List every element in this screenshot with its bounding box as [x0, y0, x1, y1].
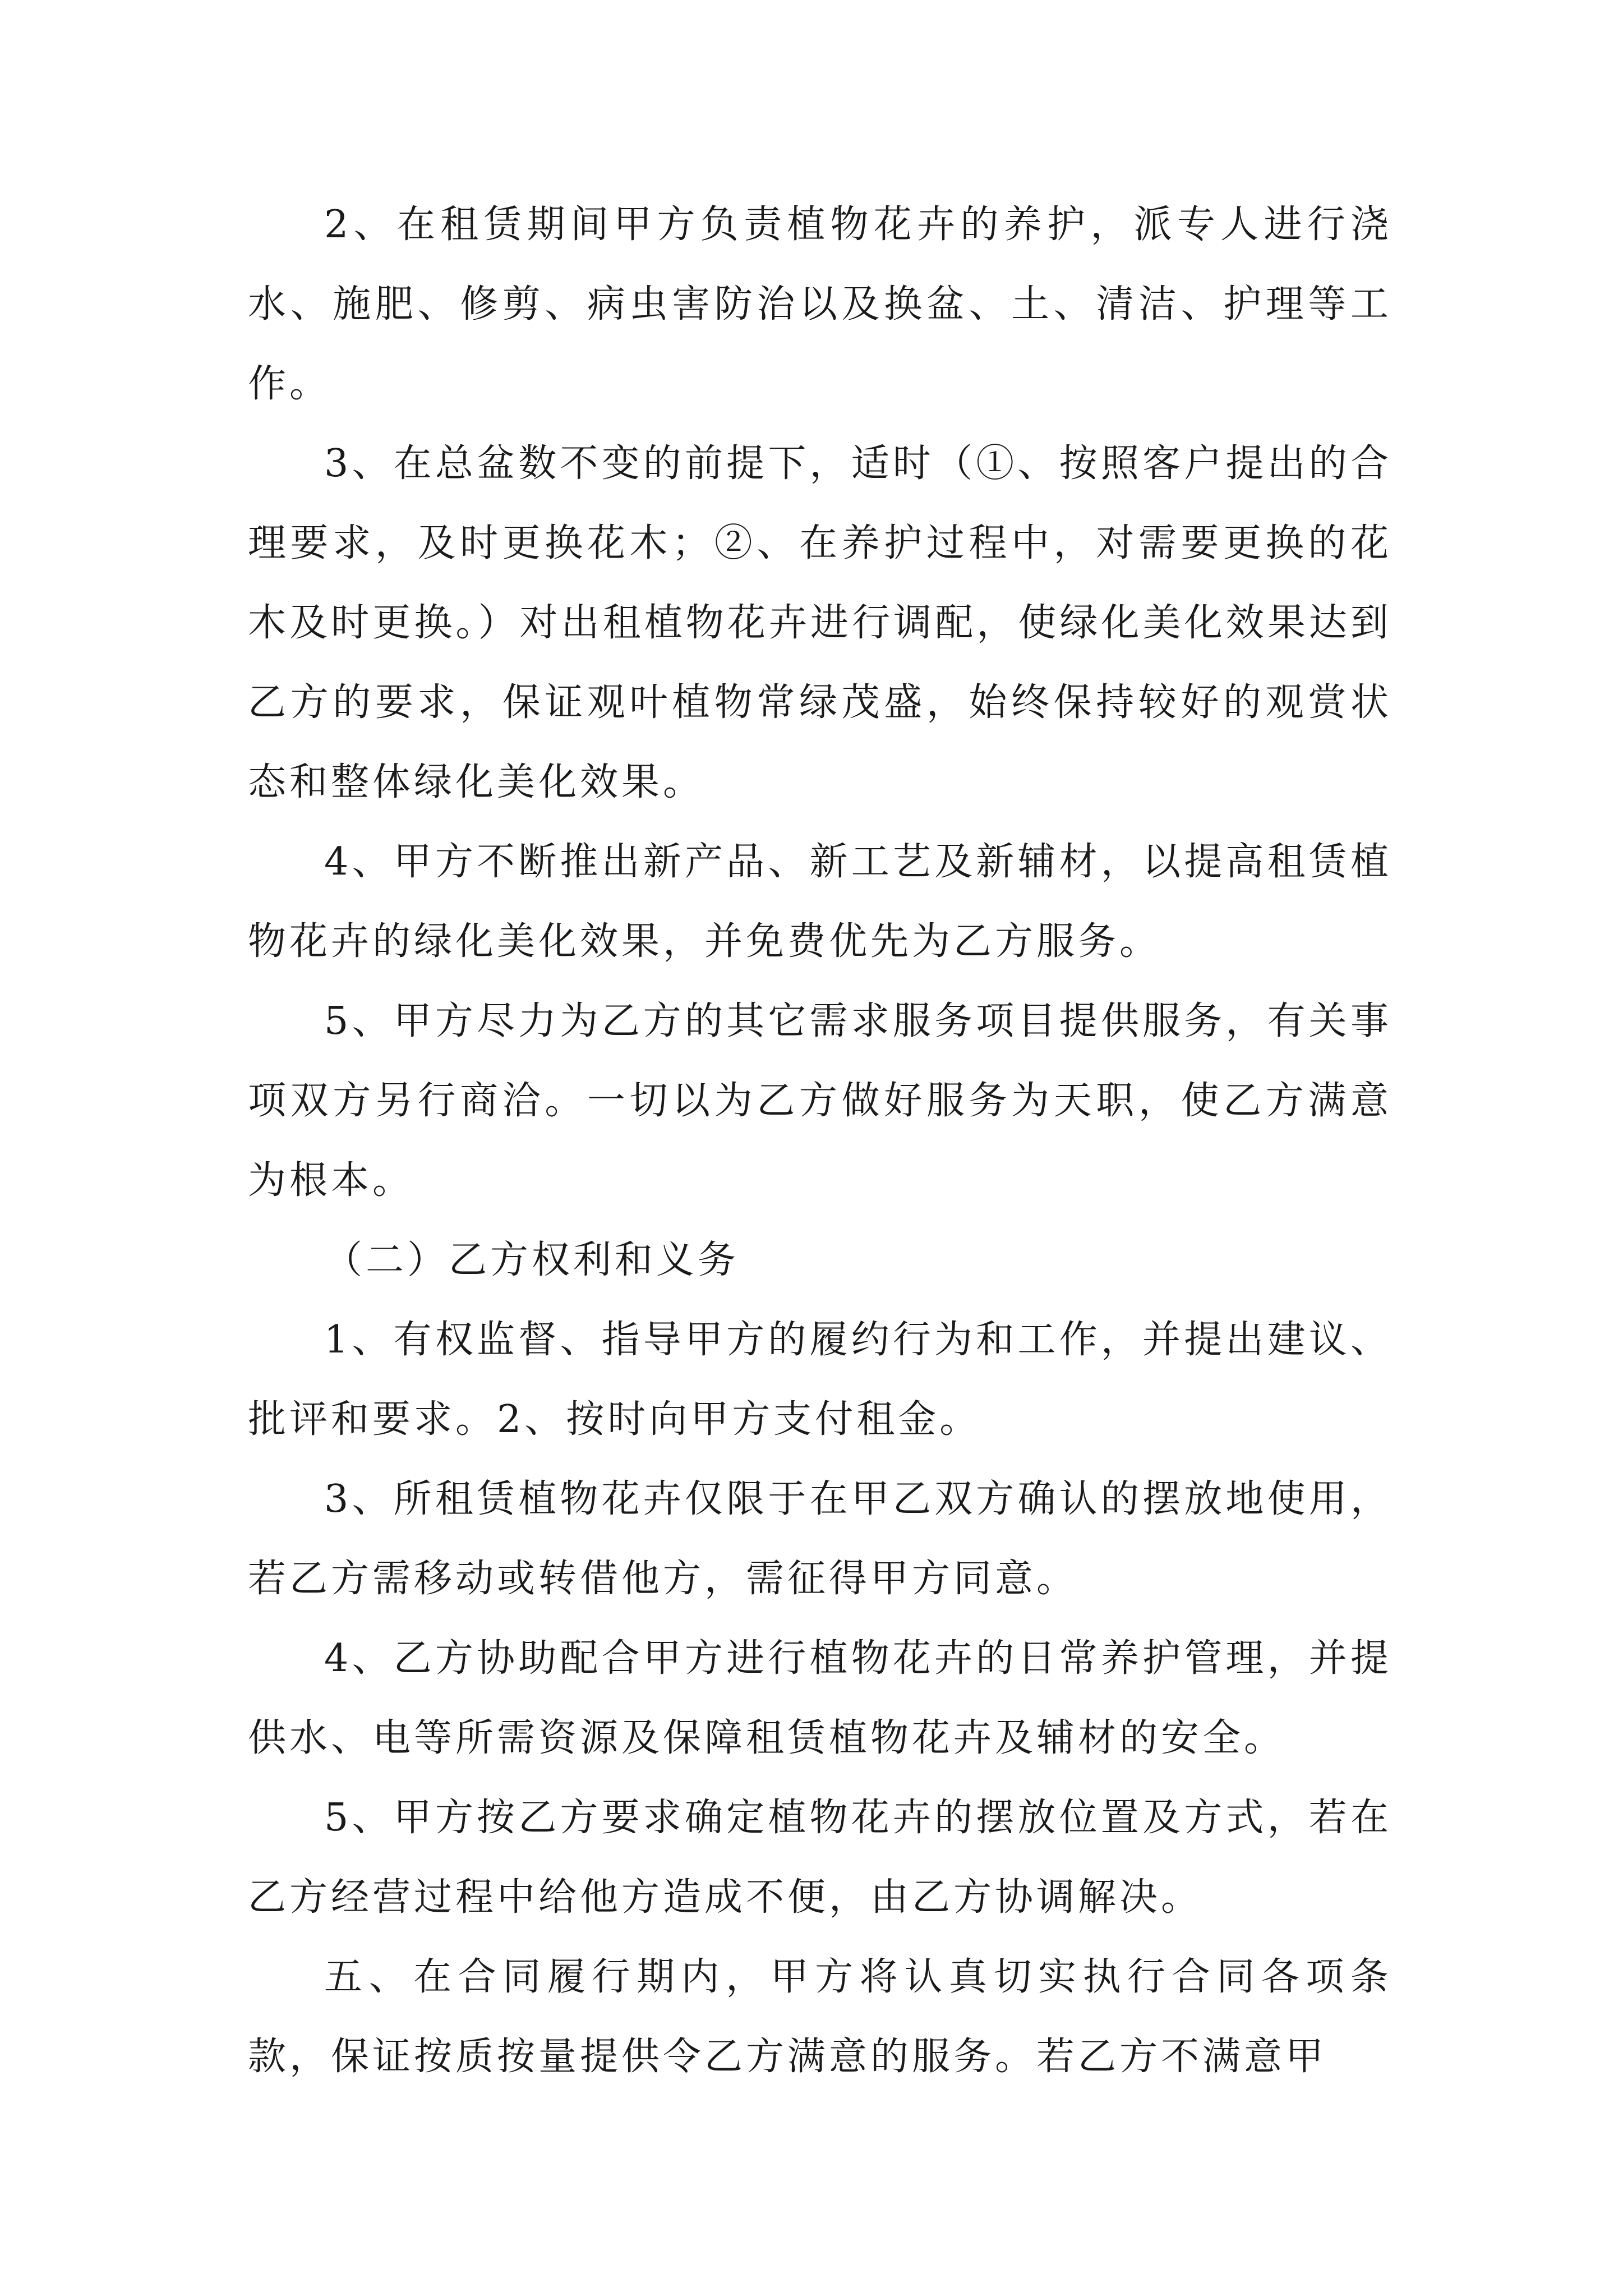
paragraph-supervision: 1、有权监督、指导甲方的履约行为和工作，并提出建议、批评和要求。2、按时向甲方支付租金。 — [248, 1318, 1392, 1442]
paragraph-other-services: 5、甲方尽力为乙方的其它需求服务项目提供服务，有关事项双方另行商洽。一切以为乙方做好服务为天职，使乙方满意为根本。 — [248, 999, 1392, 1203]
document-body — [248, 185, 1392, 2097]
paragraph-usage-location: 3、所租赁植物花卉仅限于在甲乙双方确认的摆放地使用，若乙方需移动或转借他方，需征得甲方同意。 — [248, 1477, 1392, 1601]
paragraph-placement: 5、甲方按乙方要求确定植物花卉的摆放位置及方式，若在乙方经营过程中给他方造成不便，由乙方协调解决。 — [248, 1796, 1392, 1920]
paragraph-new-products: 4、甲方不断推出新产品、新工艺及新辅材，以提高租赁植物花卉的绿化美化效果，并免费优先为乙方服务。 — [248, 840, 1392, 964]
section-heading-party-b: （二）乙方权利和义务 — [324, 1238, 740, 1282]
paragraph-maintenance: 2、在租赁期间甲方负责植物花卉的养护，派专人进行浇水、施肥、修剪、病虫害防治以及换盆、土、清洁、护理等工作。 — [248, 203, 1392, 406]
paragraph-contract-performance: 五、在合同履行期内，甲方将认真切实执行合同各项条款，保证按质按量提供令乙方满意的服务。若乙方不满意甲 — [248, 1955, 1392, 2079]
paragraph-cooperation: 4、乙方协助配合甲方进行植物花卉的日常养护管理，并提供水、电等所需资源及保障租赁植物花卉及辅材的安全。 — [248, 1636, 1392, 1760]
paragraph-replacement: 3、在总盆数不变的前提下，适时（①、按照客户提出的合理要求，及时更换花木；②、在养护过程中，对需要更换的花木及时更换。）对出租植物花卉进行调配，使绿化美化效果达到乙方的要求，保证观叶植物常绿茂盛，始终保持较好的观赏状态和整体绿化美化效果。 — [248, 441, 1392, 804]
